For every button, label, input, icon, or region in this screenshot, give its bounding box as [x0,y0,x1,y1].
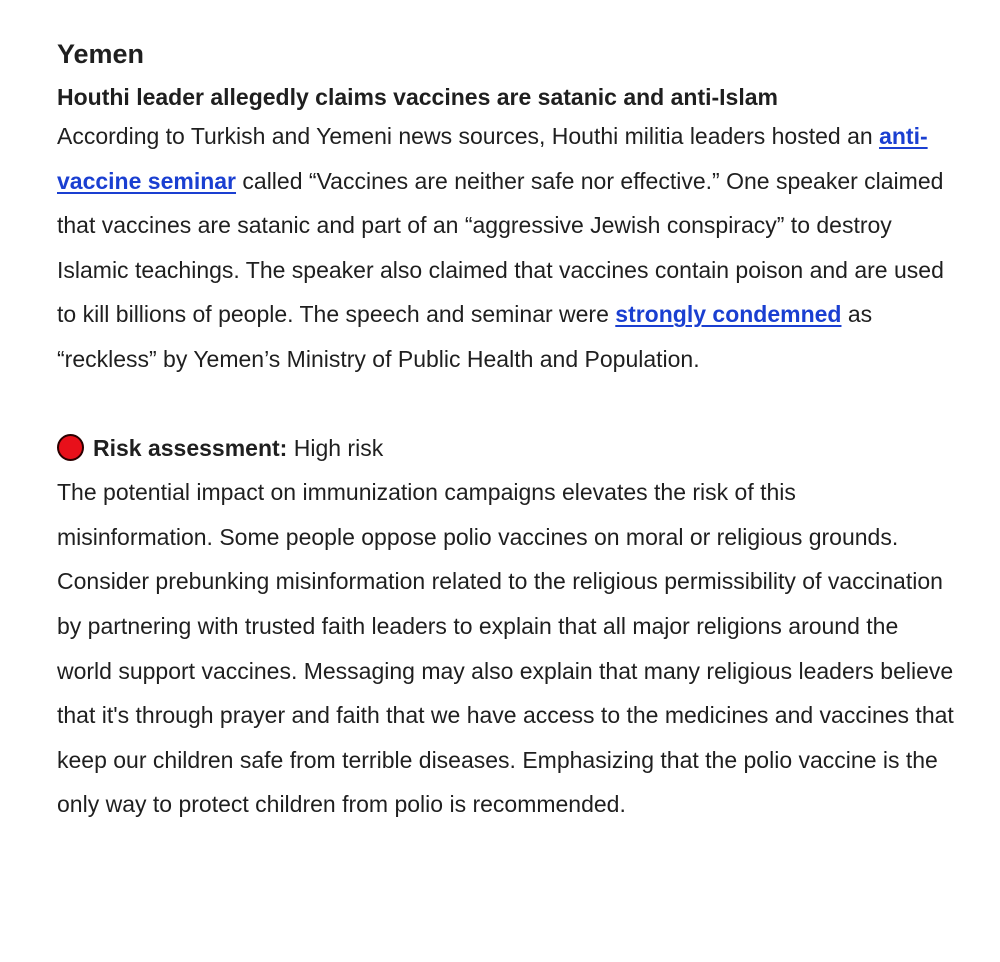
risk-assessment-line [57,426,957,471]
news-headline: Houthi leader allegedly claims vaccines are satanic and anti-Islam [57,84,778,110]
body-text-1: According to Turkish and Yemeni news sources, Houthi militia leaders hosted an [57,123,880,149]
risk-level: High risk [293,434,384,461]
country-heading: Yemen [57,39,145,69]
anti-vaccine-seminar-link[interactable]: anti-vaccine seminar [57,123,928,194]
news-body [57,114,957,382]
risk-description: The potential impact on immunization campaigns elevates the risk of this misinformation. Some people oppose polio vaccines on moral or religious grounds. Consider prebunking misinformation related to the religious permissibility of vaccination by partnering with trusted faith leaders to explain that all major religions around the world support vaccines. Messaging may also explain that many religious leaders believe that it's through prayer and faith that we have access to the medicines and vaccines that keep our children safe from terrible diseases. Emphasizing that the polio vaccine is the only way to protect children from polio is recommended. [57,479,954,818]
article-content [57,36,957,827]
body-text-2: called “Vaccines are neither safe nor effective.” One speaker claimed that vaccines are satanic and part of an “aggressive Jewish conspiracy” to destroy Islamic teachings. The speaker also claimed that vaccines contain poison and are used to kill billions of people. The speech and seminar were [57,167,944,328]
strongly-condemned-link[interactable]: strongly condemned [615,301,842,328]
risk-assessment-label: Risk assessment: [93,434,288,461]
body-text-3: as “reckless” by Yemen’s Ministry of Public Health and Population. [57,301,873,372]
red-circle-icon [57,434,84,461]
